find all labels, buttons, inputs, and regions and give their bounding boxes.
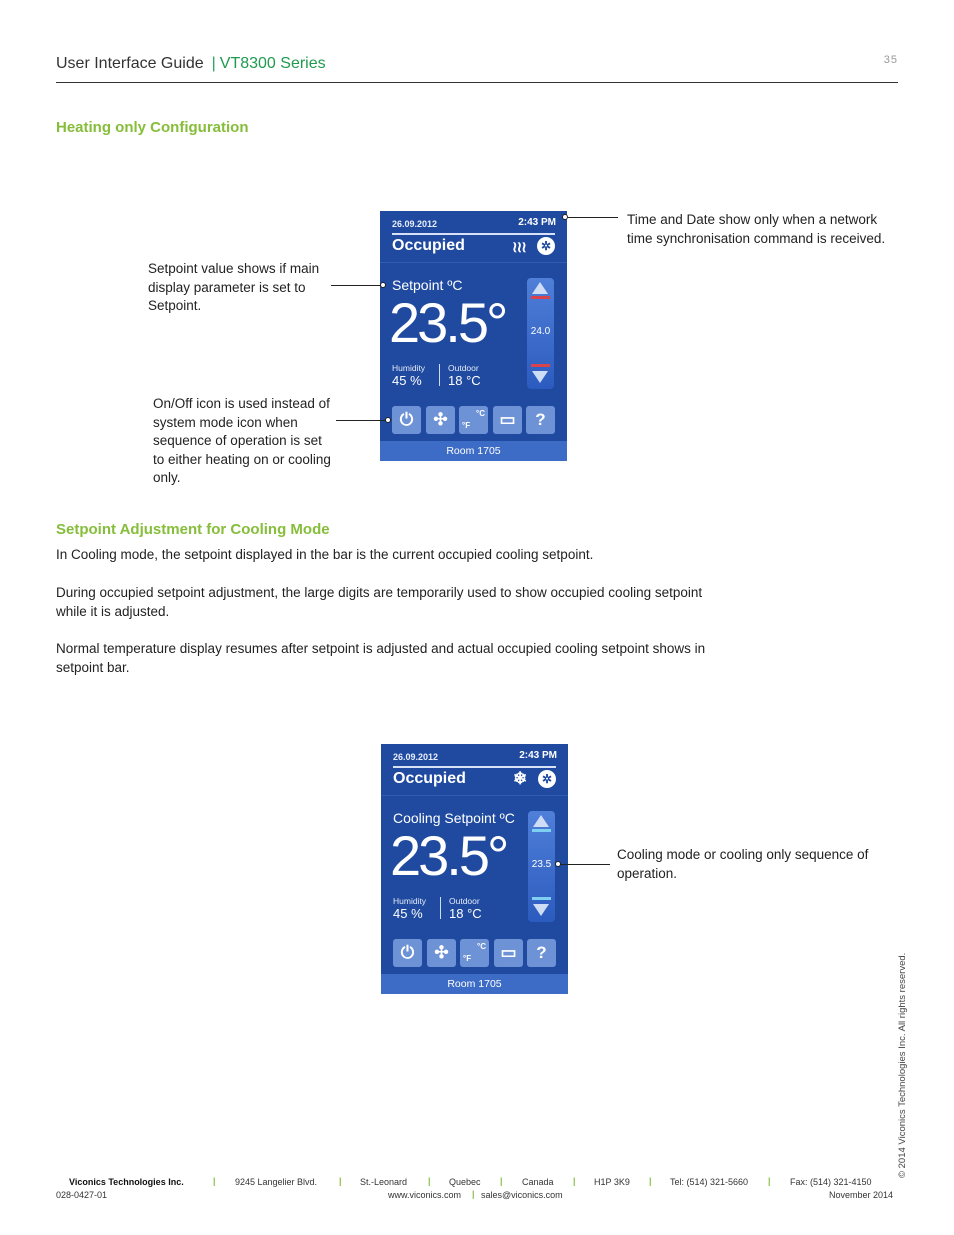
page-number: 35 bbox=[883, 54, 898, 66]
setpoint-stripe-bottom bbox=[532, 897, 551, 900]
section-title-heating: Heating only Configuration bbox=[56, 119, 249, 136]
setpoint-up-icon[interactable] bbox=[532, 282, 548, 294]
display-divider bbox=[380, 262, 567, 263]
readout-separator bbox=[439, 364, 440, 386]
footer-province: Quebec bbox=[449, 1177, 481, 1187]
message-icon: ▭ bbox=[499, 410, 516, 429]
units-celsius: °C bbox=[476, 409, 485, 418]
setpoint-down-icon[interactable] bbox=[532, 371, 548, 383]
display-rule bbox=[393, 766, 556, 768]
series-title: VT8300 Series bbox=[219, 55, 326, 72]
outdoor-value: 18 °C bbox=[448, 373, 481, 388]
setpoint-bar[interactable] bbox=[528, 811, 555, 922]
callout-dot-onoff bbox=[385, 417, 391, 423]
fan-icon: ✣ bbox=[433, 410, 448, 429]
thermostat-display-heating bbox=[380, 211, 567, 461]
callout-line-cooling bbox=[561, 864, 610, 865]
message-button[interactable] bbox=[494, 939, 523, 967]
callout-dot-setpoint bbox=[380, 282, 386, 288]
footer-divider: | bbox=[649, 1176, 652, 1186]
power-button[interactable] bbox=[392, 406, 421, 434]
setpoint-up-icon[interactable] bbox=[533, 815, 549, 827]
setpoint-bar-value: 23.5 bbox=[531, 859, 552, 870]
units-fahrenheit: °F bbox=[462, 421, 471, 430]
fan-auto-icon: ✲ bbox=[538, 770, 556, 788]
units-celsius: °C bbox=[477, 942, 486, 951]
fan-button[interactable] bbox=[427, 939, 456, 967]
annotation-cooling: Cooling mode or cooling only sequence of operation. bbox=[617, 847, 869, 881]
footer-divider: | bbox=[768, 1176, 771, 1186]
fan-button[interactable] bbox=[426, 406, 455, 434]
footer-email[interactable]: sales@viconics.com bbox=[481, 1190, 563, 1200]
annotation-onoff: On/Off icon is used instead of system mode icon when sequence of operation is set to either heating on or cooling only. bbox=[153, 396, 331, 486]
footer-divider: | bbox=[573, 1176, 576, 1186]
main-temperature: 23.5° bbox=[389, 291, 506, 354]
power-button[interactable] bbox=[393, 939, 422, 967]
humidity-label: Humidity bbox=[393, 896, 427, 906]
power-icon: ⏻ bbox=[399, 410, 414, 429]
setpoint-stripe-bottom bbox=[531, 364, 550, 367]
occupancy-status: Occupied bbox=[392, 237, 465, 254]
setpoint-stripe-top bbox=[531, 296, 550, 299]
paragraph-cooling-2: During occupied setpoint adjustment, the large digits are temporarily used to show occupied cooling setpoint while it is adjusted. bbox=[56, 585, 703, 619]
heat-waves-icon: ≀≀≀ bbox=[512, 239, 526, 256]
paragraph-cooling-1: In Cooling mode, the setpoint displayed in the bar is the current occupied cooling setpoint. bbox=[56, 547, 594, 562]
display-rule bbox=[392, 233, 555, 235]
outdoor-label: Outdoor bbox=[449, 896, 480, 906]
units-button[interactable] bbox=[459, 406, 488, 434]
help-button[interactable] bbox=[526, 406, 555, 434]
help-icon: ? bbox=[535, 410, 546, 429]
setpoint-label: Setpoint ºC bbox=[392, 277, 463, 293]
footer-divider: | bbox=[213, 1176, 216, 1186]
readout-separator bbox=[440, 897, 441, 919]
room-label: Room 1705 bbox=[381, 974, 568, 994]
footer-doc-number: 028-0427-01 bbox=[56, 1190, 108, 1200]
callout-line-setpoint bbox=[331, 285, 381, 286]
footer-tel: Tel: (514) 321-5660 bbox=[670, 1177, 749, 1187]
footer-divider: | bbox=[428, 1176, 431, 1186]
fan-auto-icon: ✲ bbox=[537, 237, 555, 255]
power-icon: ⏻ bbox=[400, 943, 415, 962]
message-button[interactable] bbox=[493, 406, 522, 434]
copyright-notice: © 2014 Viconics Technologies Inc. All rights reserved. bbox=[897, 952, 908, 1178]
display-date: 26.09.2012 bbox=[393, 752, 439, 762]
footer-divider: | bbox=[339, 1176, 342, 1186]
main-temperature: 23.5° bbox=[390, 824, 507, 887]
display-time: 2:43 PM bbox=[519, 750, 557, 761]
fan-icon: ✣ bbox=[434, 943, 449, 962]
footer-fax: Fax: (514) 321-4150 bbox=[790, 1177, 872, 1187]
display-divider bbox=[381, 795, 568, 796]
header-rule bbox=[56, 82, 898, 83]
display-date: 26.09.2012 bbox=[392, 219, 438, 229]
help-button[interactable] bbox=[527, 939, 556, 967]
humidity-label: Humidity bbox=[392, 363, 426, 373]
humidity-value: 45 % bbox=[393, 906, 423, 921]
footer-company: Viconics Technologies Inc. bbox=[69, 1177, 184, 1187]
setpoint-bar-value: 24.0 bbox=[530, 326, 551, 337]
header-title bbox=[56, 55, 326, 73]
outdoor-value: 18 °C bbox=[449, 906, 482, 921]
footer-divider: | bbox=[500, 1176, 503, 1186]
units-fahrenheit: °F bbox=[463, 954, 472, 963]
footer-website[interactable]: www.viconics.com bbox=[388, 1190, 462, 1200]
setpoint-down-icon[interactable] bbox=[533, 904, 549, 916]
annotation-setpoint: Setpoint value shows if main display parameter is set to Setpoint. bbox=[148, 261, 320, 314]
footer-city: St.-Leonard bbox=[360, 1177, 408, 1187]
room-label: Room 1705 bbox=[380, 441, 567, 461]
help-icon: ? bbox=[536, 943, 547, 962]
occupancy-status: Occupied bbox=[393, 770, 466, 787]
message-icon: ▭ bbox=[500, 943, 517, 962]
units-button[interactable] bbox=[460, 939, 489, 967]
cooling-setpoint-label: Cooling Setpoint ºC bbox=[393, 810, 515, 826]
footer-postal: H1P 3K9 bbox=[594, 1177, 630, 1187]
footer-divider: | bbox=[472, 1189, 475, 1199]
annotation-time-date: Time and Date show only when a network time synchronisation command is received. bbox=[627, 212, 886, 246]
outdoor-label: Outdoor bbox=[448, 363, 479, 373]
header-separator: | bbox=[211, 55, 216, 72]
footer-address: 9245 Langelier Blvd. bbox=[235, 1177, 318, 1187]
callout-line-time bbox=[568, 217, 618, 218]
paragraph-cooling-3: Normal temperature display resumes after setpoint is adjusted and actual occupied cooling setpoint shows in setpoint bar. bbox=[56, 641, 706, 675]
callout-line-onoff bbox=[336, 420, 386, 421]
footer-country: Canada bbox=[522, 1177, 554, 1187]
thermostat-display-cooling bbox=[381, 744, 568, 994]
display-time: 2:43 PM bbox=[518, 217, 556, 228]
guide-title: User Interface Guide bbox=[56, 55, 204, 72]
snowflake-icon: ❄ bbox=[513, 769, 527, 788]
setpoint-bar[interactable] bbox=[527, 278, 554, 389]
section-title-cooling: Setpoint Adjustment for Cooling Mode bbox=[56, 521, 330, 538]
humidity-value: 45 % bbox=[392, 373, 422, 388]
setpoint-stripe-top bbox=[532, 829, 551, 832]
footer-date: November 2014 bbox=[829, 1190, 894, 1200]
